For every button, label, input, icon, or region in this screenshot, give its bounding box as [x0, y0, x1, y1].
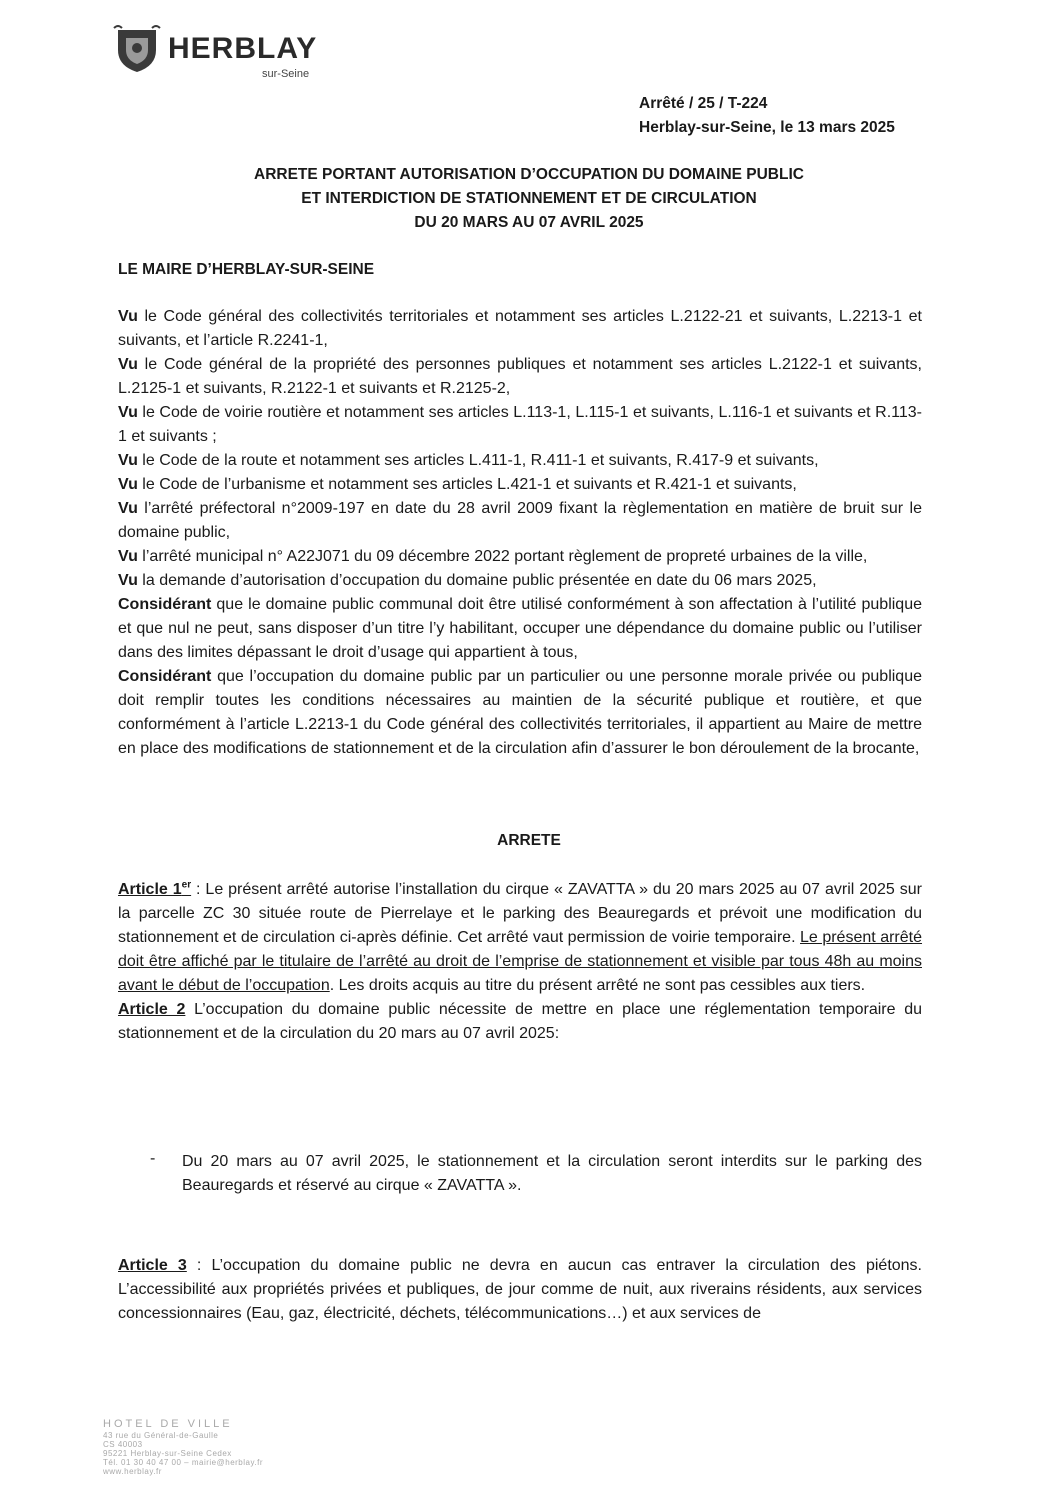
- footer-street: 43 rue du Général-de-Gaulle: [103, 1431, 219, 1440]
- articles-1-2: [118, 878, 922, 1046]
- footer-address: [103, 1418, 263, 1476]
- consideration-item: Considérant que l’occupation du domaine public par un particulier ou une personne morale privée ou publique doit remplir toutes les conditions nécessaires au maintien de la sécurité publique et routière, et que conformément à l’article L.2213-1 du Code général des collectivités territoriales, il appartient au Maire de mettre en place des modifications de stationnement et de la circulation afin d’assurer le bon déroulement de la brocante,: [118, 668, 922, 757]
- city-logo: [112, 24, 352, 84]
- article-1-label: Article 1er: [118, 879, 192, 898]
- title-line-3: DU 20 MARS AU 07 AVRIL 2025: [414, 214, 644, 231]
- decree-number: Arrêté / 25 / T-224: [639, 95, 768, 112]
- bullet-marker: -: [150, 1150, 156, 1167]
- article-1-notice: Le présent arrêté doit être affiché par le titulaire de l’arrêté au droit de l’emprise de stationnement et visible par tous 48h au moins avant le début de l’occupation: [118, 929, 923, 994]
- article-3-label: Article 3: [118, 1257, 187, 1274]
- consideration-item: Vu le Code de voirie routière et notamment ses articles L.113-1, L.115-1 et suivants, L.116-1 et suivants et R.113-1 et suivants ;: [118, 404, 922, 445]
- consideration-item: Considérant que le domaine public communal doit être utilisé conformément à son affectation à l’utilité publique et que nul ne peut, sans disposer d’un titre l’y habilitant, occuper une dépendance du domaine public ou l’utiliser dans des limites dépassant le droit d’usage qui appartient à tous,: [118, 596, 922, 661]
- consideration-item: Vu le Code de l’urbanisme et notamment ses articles L.421-1 et suivants et R.421-1 et suivants,: [118, 476, 797, 493]
- footer-contact: Tél. 01 30 40 47 00 – mairie@herblay.fr: [103, 1458, 263, 1467]
- footer-cs: CS 40003: [103, 1440, 143, 1449]
- reference-block: [639, 92, 895, 140]
- title-line-2: ET INTERDICTION DE STATIONNEMENT ET DE CIRCULATION: [301, 190, 757, 207]
- consideration-item: Vu le Code de la route et notamment ses articles L.411-1, R.411-1 et suivants, R.417-9 et suivants,: [118, 452, 819, 469]
- article-2: Article 2 L’occupation du domaine public nécessite de mettre en place une réglementation temporaire du stationnement et de la circulation du 20 mars au 07 avril 2025:: [118, 1001, 923, 1042]
- title-line-1: ARRETE PORTANT AUTORISATION D’OCCUPATION DU DOMAINE PUBLIC: [254, 166, 804, 183]
- logo-name: HERBLAY: [168, 32, 318, 65]
- footer-title: HOTEL DE VILLE: [103, 1418, 233, 1430]
- article-3: Article 3 : L’occupation du domaine public ne devra en aucun cas entraver la circulation des piétons. L’accessibilité aux propriétés privées et publiques, de jour comme de nuit, aux riverains résidents, aux services concessionnaires (Eau, gaz, électricité, déchets, télécommunications…) et aux services de: [118, 1257, 923, 1322]
- footer-website: www.herblay.fr: [103, 1467, 162, 1476]
- article-1: Article 1er : Le présent arrêté autorise l’installation du cirque « ZAVATTA » du 20 mars 2025 au 07 avril 2025 sur la parcelle ZC 30 située route de Pierrelaye et le parking des Beauregards et prévoit une modification du stationnement et de circulation ci-après définie. Cet arrêté vaut permission de voirie temporaire. Le présent arrêté doit être affiché par le titulaire de l’arrêté au droit de l’emprise de stationnement et visible par tous 48h au moins avant le début de l’occupation. Les droits acquis au titre du présent arrêté ne sont pas cessibles aux tiers.: [118, 879, 923, 994]
- considerations: [118, 305, 922, 761]
- article-2-bullet: Du 20 mars au 07 avril 2025, le stationnement et la circulation seront interdits sur le parking des Beauregards et réservé au cirque « ZAVATTA ».: [182, 1153, 922, 1194]
- consideration-item: Vu l’arrêté municipal n° A22J071 du 09 décembre 2022 portant règlement de propreté urbaines de la ville,: [118, 548, 868, 565]
- footer-city: 95221 Herblay-sur-Seine Cedex: [103, 1449, 232, 1458]
- arrete-heading: ARRETE: [497, 832, 561, 849]
- logo-subtitle: sur-Seine: [262, 68, 310, 80]
- place-date: Herblay-sur-Seine, le 13 mars 2025: [639, 119, 895, 136]
- consideration-item: Vu la demande d’autorisation d’occupation du domaine public présentée en date du 06 mars 2025,: [118, 572, 817, 589]
- article-2-label: Article 2: [118, 1001, 186, 1018]
- crest-icon: [112, 24, 162, 74]
- consideration-item: Vu l’arrêté préfectoral n°2009-197 en date du 28 avril 2009 fixant la règlementation en matière de bruit sur le domaine public,: [118, 500, 922, 541]
- consideration-item: Vu le Code général de la propriété des personnes publiques et notamment ses articles L.2122-1 et suivants, L.2125-1 et suivants, R.2122-1 et suivants et R.2125-2,: [118, 356, 922, 397]
- document-title: [118, 163, 940, 235]
- consideration-item: Vu le Code général des collectivités territoriales et notamment ses articles L.2122-21 et suivants, L.2213-1 et suivants, et l’article R.2241-1,: [118, 308, 922, 349]
- mayor-heading: LE MAIRE D’HERBLAY-SUR-SEINE: [118, 261, 375, 278]
